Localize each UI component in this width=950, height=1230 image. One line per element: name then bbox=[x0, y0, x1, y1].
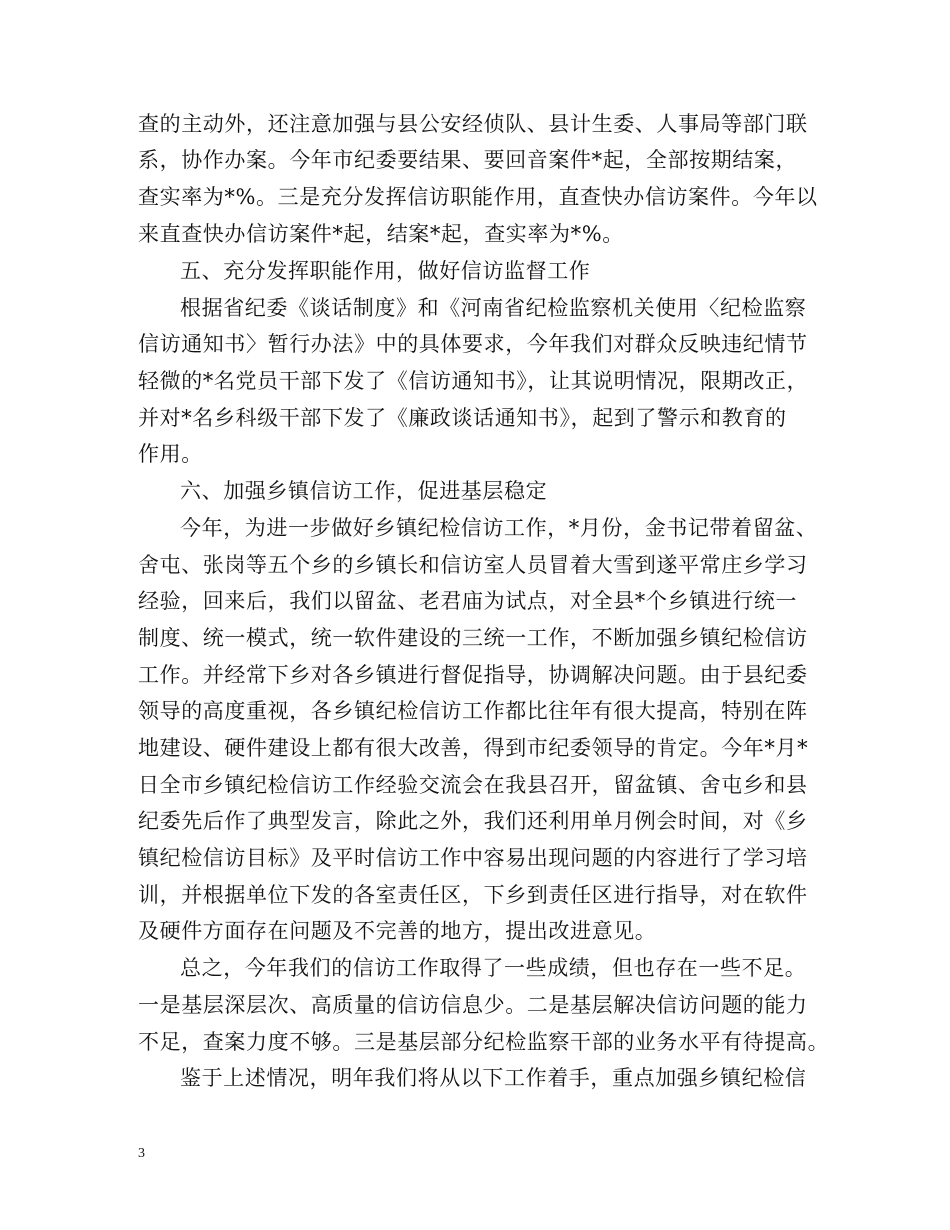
body-text-line: 不足，查案力度不够。三是基层部分纪检监察干部的业务水平有待提高。 bbox=[138, 1030, 830, 1054]
body-text-line: 镇纪检信访目标》及平时信访工作中容易出现问题的内容进行了学习培 bbox=[138, 846, 808, 870]
body-text-line: 根据省纪委《谈话制度》和《河南省纪检监察机关使用〈纪检监察 bbox=[180, 296, 807, 320]
body-text-line: 经验，回来后，我们以留盆、老君庙为试点，对全县*个乡镇进行统一 bbox=[138, 589, 798, 613]
body-text-line: 查的主动外，还注意加强与县公安经侦队、县计生委、人事局等部门联 bbox=[138, 112, 808, 136]
body-text-line: 地建设、硬件建设上都有很大改善，得到市纪委领导的肯定。今年*月* bbox=[138, 736, 809, 760]
body-text-line: 及硬件方面存在问题及不完善的地方，提出改进意见。 bbox=[138, 919, 657, 943]
body-text-line: 鉴于上述情况，明年我们将从以下工作着手，重点加强乡镇纪检信 bbox=[180, 1066, 807, 1090]
body-text-line: 并对*名乡科级干部下发了《廉政谈话通知书》，起到了警示和教育的 bbox=[138, 406, 787, 430]
body-text-line: 查实率为*%。三是充分发挥信访职能作用，直查快办信访案件。今年以 bbox=[138, 185, 818, 209]
section-heading: 六、加强乡镇信访工作，促进基层稳定 bbox=[180, 479, 548, 503]
body-text-line: 训，并根据单位下发的各室责任区，下乡到责任区进行指导，对在软件 bbox=[138, 883, 808, 907]
body-text-line: 舍屯、张岗等五个乡的乡镇长和信访室人员冒着大雪到遂平常庄乡学习 bbox=[138, 553, 808, 577]
body-text-line: 领导的高度重视，各乡镇纪检信访工作都比往年有很大提高，特别在阵 bbox=[138, 699, 808, 723]
body-text-line: 轻微的*名党员干部下发了《信访通知书》，让其说明情况，限期改正， bbox=[138, 369, 809, 393]
body-text-line: 总之，今年我们的信访工作取得了一些成绩，但也存在一些不足。 bbox=[180, 956, 807, 980]
body-text-line: 工作。并经常下乡对各乡镇进行督促指导，协调解决问题。由于县纪委 bbox=[138, 663, 808, 687]
section-heading: 五、充分发挥职能作用，做好信访监督工作 bbox=[180, 259, 591, 283]
body-text-line: 一是基层深层次、高质量的信访信息少。二是基层解决信访问题的能力 bbox=[138, 993, 808, 1017]
body-text-line: 纪委先后作了典型发言，除此之外，我们还利用单月例会时间，对《乡 bbox=[138, 809, 808, 833]
body-text-line: 今年，为进一步做好乡镇纪检信访工作，*月份，金书记带着留盆、 bbox=[180, 516, 818, 540]
body-text-line: 来直查快办信访案件*起，结案*起，查实率为*%。 bbox=[138, 222, 624, 246]
body-text-line: 作用。 bbox=[138, 442, 203, 466]
body-text-line: 日全市乡镇纪检信访工作经验交流会在我县召开，留盆镇、舍屯乡和县 bbox=[138, 773, 808, 797]
body-text-line: 信访通知书〉暂行办法》中的具体要求，今年我们对群众反映违纪情节 bbox=[138, 332, 808, 356]
body-text-line: 制度、统一模式，统一软件建设的三统一工作，不断加强乡镇纪检信访 bbox=[138, 626, 808, 650]
body-text-line: 系，协作办案。今年市纪委要结果、要回音案件*起，全部按期结案， bbox=[138, 148, 798, 172]
page-number: 3 bbox=[138, 1146, 145, 1161]
